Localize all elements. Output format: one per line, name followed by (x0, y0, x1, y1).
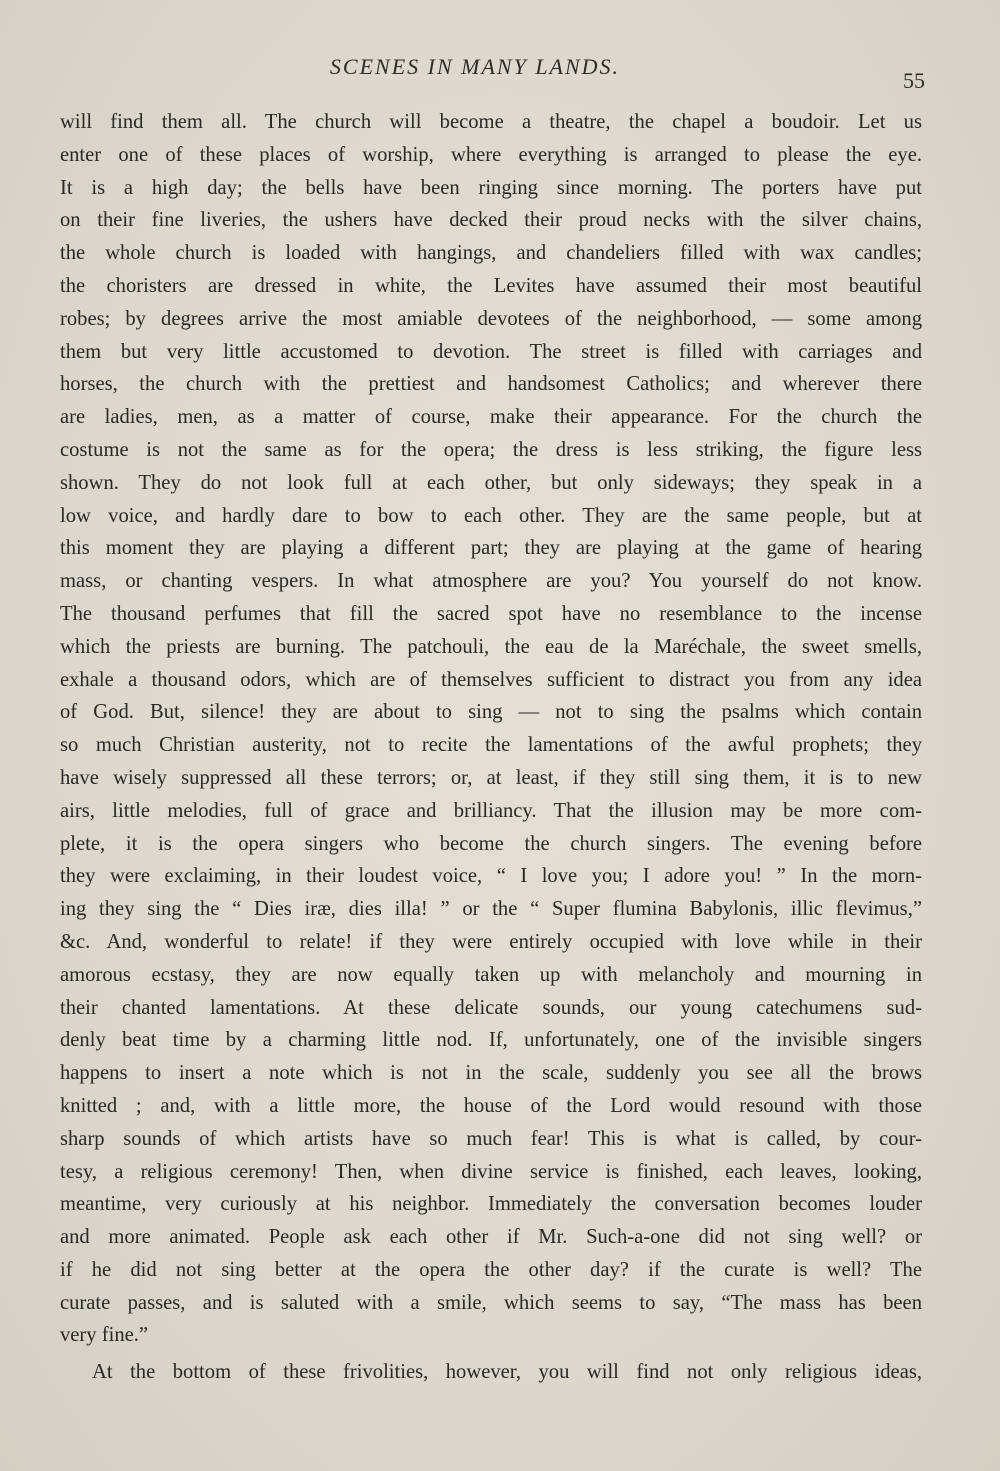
text-line: low voice, and hardly dare to bow to each other. They are the same people, but at (60, 504, 922, 527)
text-line: shown. They do not look full at each other, but only sideways; they speak in a (60, 471, 922, 494)
text-line: horses, the church with the prettiest and handsomest Catholics; and wherever there (60, 373, 922, 396)
text-line: which the priests are burning. The patchouli, the eau de la Maréchale, the sweet smells, (60, 635, 922, 658)
text-line: of God. But, silence! they are about to sing — not to sing the psalms which contain (60, 701, 922, 724)
text-line: the choristers are dressed in white, the Levites have assumed their most beautiful (60, 274, 922, 297)
text-line: enter one of these places of worship, where everything is arranged to please the eye. (60, 143, 922, 166)
page-number: 55 (903, 68, 925, 93)
text-line: if he did not sing better at the opera the other day? if the curate is well? The (60, 1258, 922, 1281)
text-line: costume is not the same as for the opera; the dress is less striking, the figure less (60, 438, 922, 461)
text-line: The thousand perfumes that fill the sacred spot have no resemblance to the incense (60, 602, 922, 625)
text-line: them but very little accustomed to devotion. The street is filled with carriages and (60, 340, 922, 363)
text-line: the whole church is loaded with hangings, and chandeliers filled with wax candles; (60, 242, 922, 265)
text-line: sharp sounds of which artists have so much fear! This is what is called, by cour- (60, 1127, 922, 1150)
text-line: meantime, very curiously at his neighbor. Immediately the conversation becomes louder (60, 1193, 922, 1216)
text-line: this moment they are playing a different part; they are playing at the game of hearing (60, 537, 922, 560)
text-line: will find them all. The church will become a theatre, the chapel a boudoir. Let us (60, 111, 922, 133)
text-line: they were exclaiming, in their loudest voice, “ I love you; I adore you! ” In the morn- (60, 865, 922, 888)
text-line: plete, it is the opera singers who become the church singers. The evening before (60, 832, 922, 855)
paragraph (60, 1356, 922, 1389)
text-line: amorous ecstasy, they are now equally taken up with melancholy and mourning in (60, 963, 922, 986)
text-line: curate passes, and is saluted with a smile, which seems to say, “The mass has been (60, 1291, 922, 1314)
text-line: airs, little melodies, full of grace and brilliancy. That the illusion may be more com- (60, 799, 922, 822)
text-line: happens to insert a note which is not in the scale, suddenly you see all the brows (60, 1062, 922, 1085)
text-line: denly beat time by a charming little nod. If, unfortunately, one of the invisible singers (60, 1029, 922, 1052)
text-line: on their fine liveries, the ushers have decked their proud necks with the silver chains, (60, 209, 922, 232)
text-line: &c. And, wonderful to relate! if they were entirely occupied with love while in their (60, 930, 922, 953)
text-line: It is a high day; the bells have been ringing since morning. The porters have put (60, 176, 922, 199)
text-line: so much Christian austerity, not to recite the lamentations of the awful prophets; they (60, 734, 922, 757)
text-line: ing they sing the “ Dies iræ, dies illa! ” or the “ Super flumina Babylonis, illic flevimus,” (60, 898, 922, 921)
body-text (60, 106, 922, 1389)
text-line: and more animated. People ask each other if Mr. Such-a-one did not sing well? or (60, 1226, 922, 1249)
text-line: robes; by degrees arrive the most amiable devotees of the neighborhood, — some among (60, 307, 922, 330)
text-line: have wisely suppressed all these terrors; or, at least, if they still sing them, it is to new (60, 766, 922, 789)
paragraph (60, 106, 922, 1352)
text-line: exhale a thousand odors, which are of themselves sufficient to distract you from any idea (60, 668, 922, 691)
text-line: are ladies, men, as a matter of course, make their appearance. For the church the (60, 406, 922, 429)
text-line: very fine.” (60, 1324, 149, 1347)
text-line: tesy, a religious ceremony! Then, when divine service is finished, each leaves, looking, (60, 1160, 922, 1183)
text-line: knitted ; and, with a little more, the house of the Lord would resound with those (60, 1094, 922, 1117)
text-line: mass, or chanting vespers. In what atmosphere are you? You yourself do not know. (60, 570, 922, 593)
running-title: SCENES IN MANY LANDS. (329, 54, 621, 79)
text-line: their chanted lamentations. At these delicate sounds, our young catechumens sud- (60, 996, 922, 1019)
text-line: At the bottom of these frivolities, however, you will find not only religious ideas, (92, 1361, 922, 1384)
